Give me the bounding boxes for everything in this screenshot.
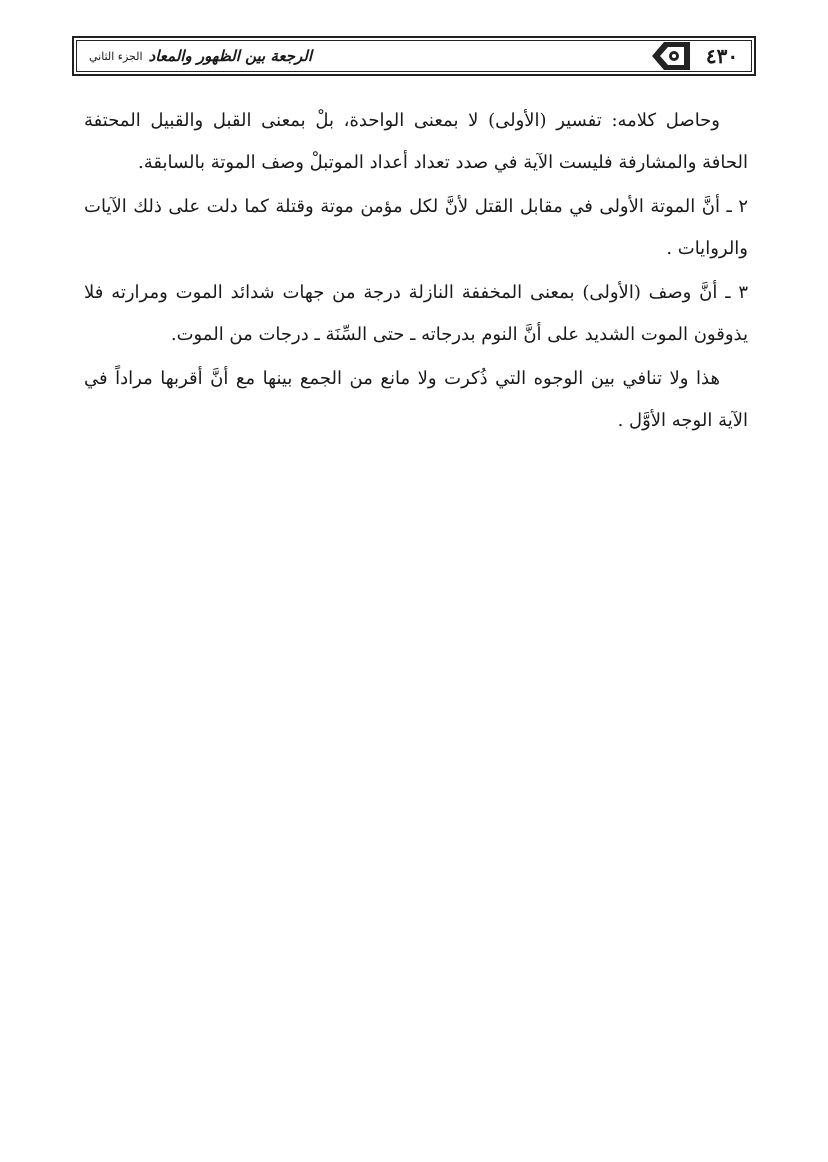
ornament-icon <box>650 40 692 72</box>
page-number: ٤٣٠ <box>705 44 739 68</box>
body-text <box>84 100 748 444</box>
volume-label: الجزء الثاني <box>88 49 143 63</box>
running-header <box>72 36 756 76</box>
book-title: الرجعة بين الظهور والمعاد <box>148 47 312 65</box>
paragraph-conclusion: هذا ولا تنافي بين الوجوه التي ذُكرت ولا مانع من الجمع بينها مع أنَّ أقربها مراداً في الآية الوجه الأوَّل . <box>84 368 748 431</box>
paragraph-summary: وحاصل كلامه: تفسير (الأولى) لا بمعنى الواحدة، بلْ بمعنى القبل والقبيل المحتفة الحافة والمشارفة فليست الآية في صدد تعداد أعداد الموتبلْ وصف الموتة بالسابقة. <box>84 110 748 173</box>
header-title <box>82 44 312 68</box>
paragraph-point-2: ٢ ـ أنَّ الموتة الأولى في مقابل القتل لأنَّ لكل مؤمن موتة وقتلة كما دلت على ذلك الآيات والروايات . <box>84 196 748 259</box>
paragraph-point-3: ٣ ـ أنَّ وصف (الأولى) بمعنى المخففة النازلة درجة من جهات شدائد الموت ومرارته فلا يذوقون الموت الشديد على أنَّ النوم بدرجاته ـ حتى السِّنَة ـ درجات من الموت. <box>84 282 748 345</box>
